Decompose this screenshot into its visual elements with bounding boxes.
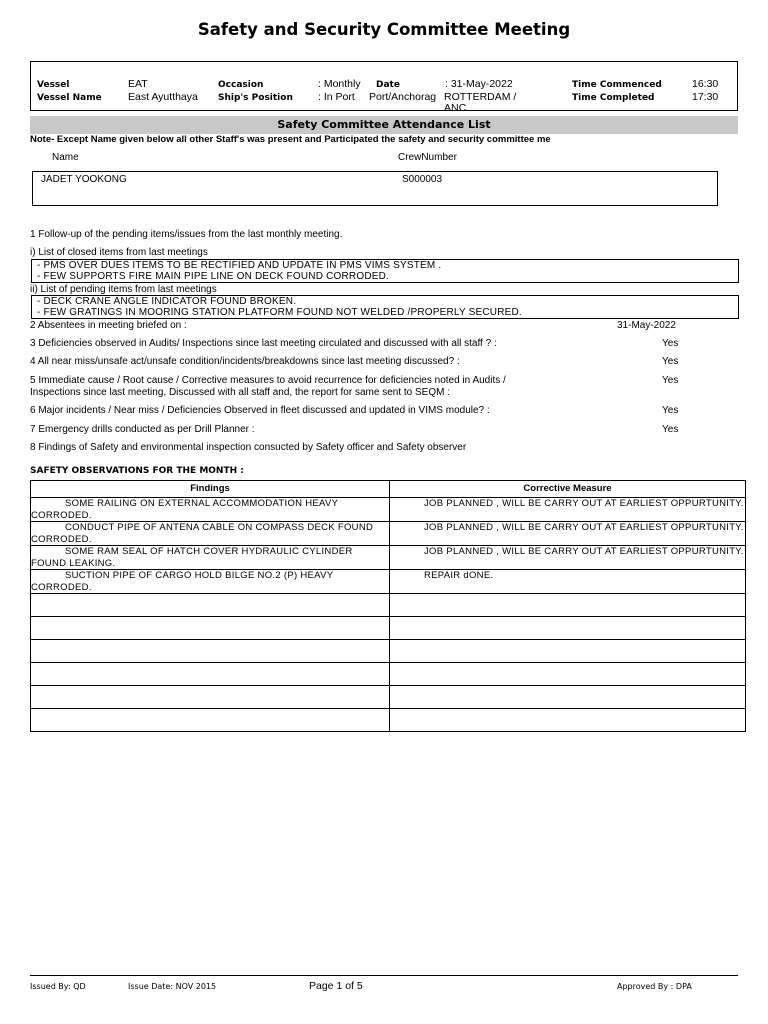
attendance-table xyxy=(32,171,718,206)
table-row xyxy=(31,498,746,522)
pending-items-box xyxy=(31,295,739,319)
table-row xyxy=(31,617,746,640)
table-row xyxy=(31,640,746,663)
time-commenced-value: 16:30 xyxy=(692,78,719,90)
corrective-cell xyxy=(390,594,746,617)
crew-number-column-header: CrewNumber xyxy=(398,152,457,163)
occasion-label: Occasion xyxy=(218,80,264,90)
page-title: Safety and Security Committee Meeting xyxy=(197,20,571,39)
finding-cell: SUCTION PIPE OF CARGO HOLD BILGE NO.2 (P) HEAVY CORRODED. xyxy=(31,570,334,593)
approved-by: Approved By : DPA xyxy=(617,982,692,991)
finding-cell xyxy=(31,617,390,640)
question-6: 6 Major incidents / Near miss / Deficiencies Observed in fleet discussed and updated in VIMS module? : xyxy=(30,405,490,416)
closed-item: - PMS OVER DUES ITEMS TO BE RECTIFIED AND UPDATE IN PMS VIMS SYSTEM . xyxy=(37,260,442,271)
pending-items-label: ii) List of pending items from last meetings xyxy=(30,284,217,295)
time-completed-label: Time Completed xyxy=(572,93,655,103)
issued-by: Issued By: QD xyxy=(30,982,86,991)
answer-7: Yes xyxy=(662,424,679,435)
port-value-line2: ANC. xyxy=(444,102,470,110)
answer-3: Yes xyxy=(662,338,679,349)
answer-6: Yes xyxy=(662,405,679,416)
finding-cell: CONDUCT PIPE OF ANTENA CABLE ON COMPASS DECK FOUND CORRODED. xyxy=(31,522,374,545)
attendance-heading: Safety Committee Attendance List xyxy=(30,116,738,134)
port-label: Port/Anchorag xyxy=(369,91,437,103)
vessel-name-label: Vessel Name xyxy=(37,93,102,103)
observations-heading: SAFETY OBSERVATIONS FOR THE MONTH : xyxy=(30,466,244,476)
corrective-cell: JOB PLANNED , WILL BE CARRY OUT AT EARLIEST OPPURTUNITY. xyxy=(424,546,744,557)
finding-cell xyxy=(31,709,390,732)
date-label: Date xyxy=(376,80,400,90)
corrective-cell xyxy=(390,709,746,732)
table-row xyxy=(31,522,746,546)
closed-items-label: i) List of closed items from last meetings xyxy=(30,247,208,258)
corrective-cell xyxy=(390,686,746,709)
question-7: 7 Emergency drills conducted as per Drill Planner : xyxy=(30,424,255,435)
table-row xyxy=(31,709,746,732)
corrective-column-header: Corrective Measure xyxy=(390,481,746,498)
table-row xyxy=(31,546,746,570)
finding-cell xyxy=(31,686,390,709)
question-3: 3 Deficiencies observed in Audits/ Inspections since last meeting circulated and discussed with all staff ? : xyxy=(30,338,497,349)
closed-items-box xyxy=(31,259,739,283)
absentee-crew-number: S000003 xyxy=(402,174,443,185)
vessel-value: EAT xyxy=(128,78,148,90)
finding-cell xyxy=(31,663,390,686)
time-commenced-label: Time Commenced xyxy=(572,80,662,90)
vessel-label: Vessel xyxy=(37,80,70,90)
observations-table xyxy=(30,480,746,732)
followup-heading: 1 Follow-up of the pending items/issues from the last monthly meeting. xyxy=(30,229,343,240)
answer-2: 31-May-2022 xyxy=(617,320,676,331)
occasion-value: : Monthly xyxy=(318,78,361,90)
answer-5: Yes xyxy=(662,375,679,386)
finding-cell: SOME RAILING ON EXTERNAL ACCOMMODATION HEAVY CORRODED. xyxy=(31,498,339,521)
pending-item: - FEW GRATINGS IN MOORING STATION PLATFORM FOUND NOT WELDED /PROPERLY SECURED. xyxy=(37,307,522,318)
absentee-name: JADET YOOKONG xyxy=(41,174,127,185)
table-row xyxy=(31,663,746,686)
footer-divider xyxy=(30,975,738,976)
corrective-cell xyxy=(390,617,746,640)
vessel-name-value: East Ayutthaya xyxy=(128,91,198,103)
port-value: ROTTERDAM / xyxy=(444,91,517,103)
corrective-cell: JOB PLANNED , WILL BE CARRY OUT AT EARLIEST OPPURTUNITY. xyxy=(424,522,744,533)
table-row xyxy=(31,594,746,617)
finding-cell xyxy=(31,640,390,663)
page-number: Page 1 of 5 xyxy=(309,980,363,992)
date-value: : 31-May-2022 xyxy=(445,78,513,90)
corrective-cell: REPAIR dONE. xyxy=(424,570,494,581)
closed-item: - FEW SUPPORTS FIRE MAIN PIPE LINE ON DECK FOUND CORRODED. xyxy=(37,271,390,282)
question-4: 4 All near miss/unsafe act/unsafe condition/incidents/breakdowns since last meeting discussed? : xyxy=(30,356,460,367)
ships-position-value: : In Port xyxy=(318,91,355,103)
corrective-cell xyxy=(390,640,746,663)
question-2: 2 Absentees in meeting briefed on : xyxy=(30,320,187,331)
time-completed-value: 17:30 xyxy=(692,91,719,103)
ships-position-label: Ship's Position xyxy=(218,93,293,103)
question-5-line2: Inspections since last meeting, Discussed with all staff and, the report for same sent to SEQM : xyxy=(30,387,451,398)
corrective-cell xyxy=(390,663,746,686)
issue-date: Issue Date: NOV 2015 xyxy=(128,982,217,991)
findings-column-header: Findings xyxy=(31,481,390,498)
table-row xyxy=(31,686,746,709)
attendance-note: Note- Except Name given below all other Staff's was present and Participated the safety and security committee me xyxy=(30,134,551,145)
answer-4: Yes xyxy=(662,356,679,367)
question-8: 8 Findings of Safety and environmental inspection consucted by Safety officer and Safety observer xyxy=(30,442,467,453)
pending-item: - DECK CRANE ANGLE INDICATOR FOUND BROKEN. xyxy=(37,296,297,307)
name-column-header: Name xyxy=(52,152,79,163)
question-5: 5 Immediate cause / Root cause / Corrective measures to avoid recurrence for deficiencies noted in Audits / xyxy=(30,375,506,386)
finding-cell: SOME RAM SEAL OF HATCH COVER HYDRAULIC CYLINDER FOUND LEAKING. xyxy=(31,546,353,569)
corrective-cell: JOB PLANNED , WILL BE CARRY OUT AT EARLIEST OPPURTUNITY. xyxy=(424,498,744,509)
table-row xyxy=(31,570,746,594)
finding-cell xyxy=(31,594,390,617)
